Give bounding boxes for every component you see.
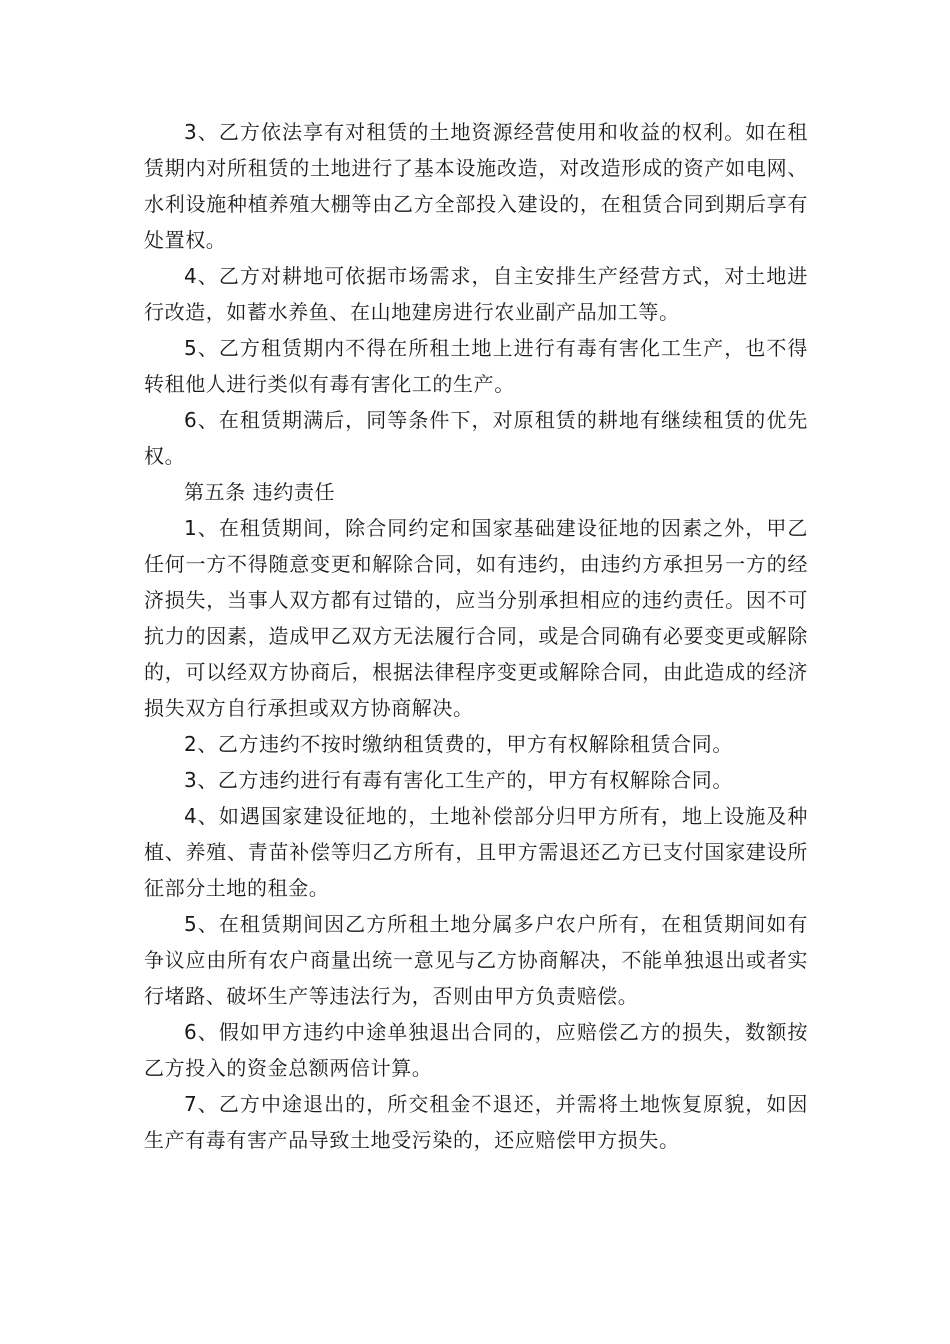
clause-paragraph: 3、乙方依法享有对租赁的土地资源经营使用和收益的权利。如在租赁期内对所租赁的土地进行了基本设施改造，对改造形成的资产如电网、水利设施种植养殖大棚等由乙方全部投入建设的，在租赁合同到期后享有处置权。 <box>144 120 808 252</box>
clause-paragraph: 3、乙方违约进行有毒有害化工生产的，甲方有权解除合同。 <box>184 768 733 792</box>
clause-paragraph: 4、如遇国家建设征地的，土地补偿部分归甲方所有，地上设施及种植、养殖、青苗补偿等归乙方所有，且甲方需退还乙方已支付国家建设所征部分土地的租金。 <box>144 804 808 900</box>
clause-paragraph: 5、在租赁期间因乙方所租土地分属多户农户所有，在租赁期间如有争议应由所有农户商量出统一意见与乙方协商解决，不能单独退出或者实行堵路、破坏生产等违法行为，否则由甲方负责赔偿。 <box>144 912 808 1008</box>
clause-paragraph: 1、在租赁期间，除合同约定和国家基础建设征地的因素之外，甲乙任何一方不得随意变更和解除合同，如有违约，由违约方承担另一方的经济损失，当事人双方都有过错的，应当分别承担相应的违约责任。因不可抗力的因素，造成甲乙双方无法履行合同，或是合同确有必要变更或解除的，可以经双方协商后，根据法律程序变更或解除合同，由此造成的经济损失双方自行承担或双方协商解决。 <box>144 516 808 720</box>
section-heading: 第五条 违约责任 <box>184 480 336 504</box>
clause-paragraph: 6、假如甲方违约中途单独退出合同的，应赔偿乙方的损失，数额按乙方投入的资金总额两倍计算。 <box>144 1020 808 1080</box>
clause-paragraph: 6、在租赁期满后，同等条件下，对原租赁的耕地有继续租赁的优先权。 <box>144 408 808 468</box>
clause-paragraph: 4、乙方对耕地可依据市场需求，自主安排生产经营方式，对土地进行改造，如蓄水养鱼、在山地建房进行农业副产品加工等。 <box>144 264 808 324</box>
clause-paragraph: 5、乙方租赁期内不得在所租土地上进行有毒有害化工生产，也不得转租他人进行类似有毒有害化工的生产。 <box>144 336 808 396</box>
clause-paragraph: 7、乙方中途退出的，所交租金不退还，并需将土地恢复原貌，如因生产有毒有害产品导致土地受污染的，还应赔偿甲方损失。 <box>144 1092 808 1152</box>
clause-paragraph: 2、乙方违约不按时缴纳租赁费的，甲方有权解除租赁合同。 <box>184 732 733 756</box>
document-body <box>144 114 808 1158</box>
